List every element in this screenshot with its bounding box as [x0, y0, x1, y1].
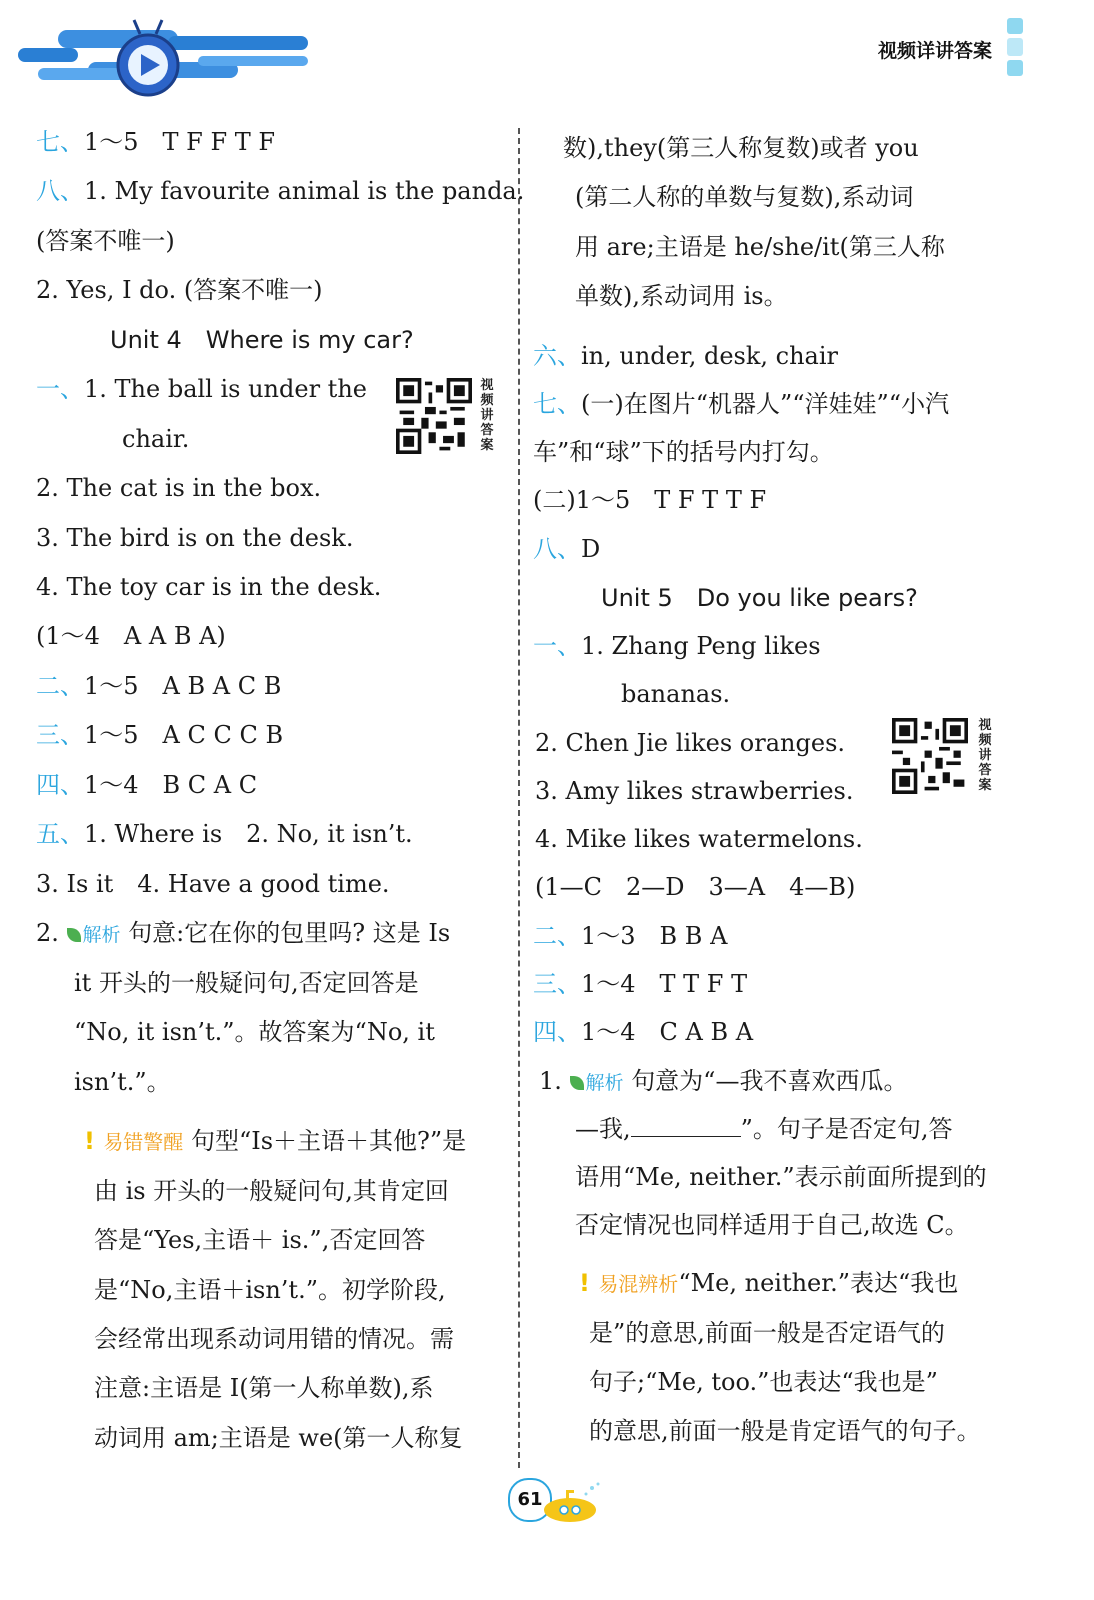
answer-line: 句子;“Me, too.”也表达“我也是”	[589, 1368, 938, 1396]
answer-line: 七、(一)在图片“机器人”“洋娃娃”“小汽	[533, 390, 950, 418]
submarine-icon	[536, 1480, 608, 1526]
answer-line: “No, it isn’t.”。故答案为“No, it	[74, 1018, 435, 1046]
answer-line: 四、1～4 B C A C	[36, 771, 258, 799]
unit-heading: Unit 4 Where is my car?	[110, 326, 414, 354]
answer-line: 语用“Me, neither.”表示前面所提到的	[575, 1163, 987, 1191]
answer-line: 4. Mike likes watermelons.	[535, 825, 863, 853]
qr-label: 视频讲答案	[978, 718, 992, 793]
header-title: 视频详讲答案	[878, 40, 993, 62]
answer-line: 3. Amy likes strawberries.	[535, 777, 854, 805]
answer-line: 六、in, under, desk, chair	[533, 342, 839, 370]
analysis-tag: 解析	[585, 1072, 624, 1094]
answer-line: 五、1. Where is 2. No, it isn’t.	[36, 820, 413, 848]
answer-blank	[631, 1116, 741, 1137]
answer-line: 一、1. Zhang Peng likes	[533, 632, 821, 660]
warning-tag: 易混辨析	[598, 1272, 679, 1296]
answer-line: 1. 解析 句意为“—我不喜欢西瓜。	[539, 1067, 908, 1095]
answer-line: 的意思,前面一般是肯定语气的句子。	[589, 1417, 981, 1445]
answer-line: 三、1～4 T T F T	[533, 970, 748, 998]
answer-line: ! 易混辨析“Me, neither.”表达“我也	[579, 1269, 959, 1297]
answer-line: 否定情况也同样适用于自己,故选 C。	[575, 1211, 969, 1239]
answer-line: —我, ”。句子是否定句,答	[575, 1115, 953, 1143]
answer-line: 八、1. My favourite animal is the panda.	[36, 177, 525, 205]
answer-line: it 开头的一般疑问句,否定回答是	[74, 969, 419, 997]
answer-line: 四、1～4 C A B A	[533, 1018, 754, 1046]
answer-line: (答案不唯一)	[36, 227, 175, 255]
answer-line: 用 are;主语是 he/she/it(第三人称	[575, 233, 945, 261]
answer-line: 2. 解析 句意:它在你的包里吗? 这是 Is	[36, 919, 451, 947]
answer-line: 一、1. The ball is under the	[36, 375, 367, 403]
qr-code-icon	[396, 378, 472, 454]
exclamation-icon: !	[84, 1127, 104, 1155]
answer-line: 2. Yes, I do. (答案不唯一)	[36, 276, 323, 304]
answer-line: 是”的意思,前面一般是否定语气的	[589, 1319, 945, 1347]
answer-line: bananas.	[621, 680, 731, 708]
answer-line: 会经常出现系动词用错的情况。需	[94, 1325, 454, 1353]
analysis-tag: 解析	[82, 924, 121, 946]
answer-line: 二、1～3 B B A	[533, 922, 728, 950]
answer-line: 数),they(第三人称复数)或者 you	[563, 134, 919, 162]
answer-line: 动词用 am;主语是 we(第一人称复	[94, 1424, 463, 1452]
answer-line: 2. The cat is in the box.	[36, 474, 322, 502]
header-decoration	[1003, 18, 1029, 78]
answer-line: 是“No,主语＋isn’t.”。初学阶段,	[94, 1276, 446, 1304]
answer-line: 二、1～5 A B A C B	[36, 672, 282, 700]
answer-line: isn’t.”。	[74, 1068, 171, 1096]
answer-line: 4. The toy car is in the desk.	[36, 573, 382, 601]
answer-line: (1—C 2—D 3—A 4—B)	[535, 873, 856, 901]
answer-line: 由 is 开头的一般疑问句,其肯定回	[94, 1177, 449, 1205]
answer-line: 单数),系动词用 is。	[575, 282, 788, 310]
answer-line: 八、D	[533, 535, 601, 563]
exclamation-icon: !	[579, 1269, 599, 1297]
answer-line: 注意:主语是 I(第一人称单数),系	[94, 1374, 434, 1402]
answer-line: ! 易错警醒 句型“Is＋主语＋其他?”是	[84, 1127, 467, 1155]
answer-line: 2. Chen Jie likes oranges.	[535, 729, 846, 757]
leaf-icon	[570, 1076, 584, 1090]
qr-label: 视频讲答案	[480, 378, 494, 453]
qr-code-icon	[892, 718, 968, 794]
answer-line: 七、1～5 T F F T F	[36, 128, 276, 156]
answer-line: 3. Is it 4. Have a good time.	[36, 870, 390, 898]
answer-line: (1～4 A A B A)	[36, 622, 226, 650]
unit-heading: Unit 5 Do you like pears?	[601, 584, 918, 612]
answer-line: (二)1～5 T F T T F	[533, 486, 767, 514]
page-number: 61	[508, 1478, 552, 1522]
answer-line: 答是“Yes,主语＋ is.”,否定回答	[94, 1226, 426, 1254]
answer-line: 三、1～5 A C C C B	[36, 721, 284, 749]
column-divider	[518, 128, 520, 1468]
answer-line: (第二人称的单数与复数),系动词	[575, 183, 914, 211]
header-logo	[18, 10, 313, 102]
answer-line: 车”和“球”下的括号内打勾。	[533, 438, 834, 466]
answer-line: 3. The bird is on the desk.	[36, 524, 354, 552]
answer-line: chair.	[122, 425, 190, 453]
leaf-icon	[67, 928, 81, 942]
warning-tag: 易错警醒	[103, 1130, 184, 1154]
